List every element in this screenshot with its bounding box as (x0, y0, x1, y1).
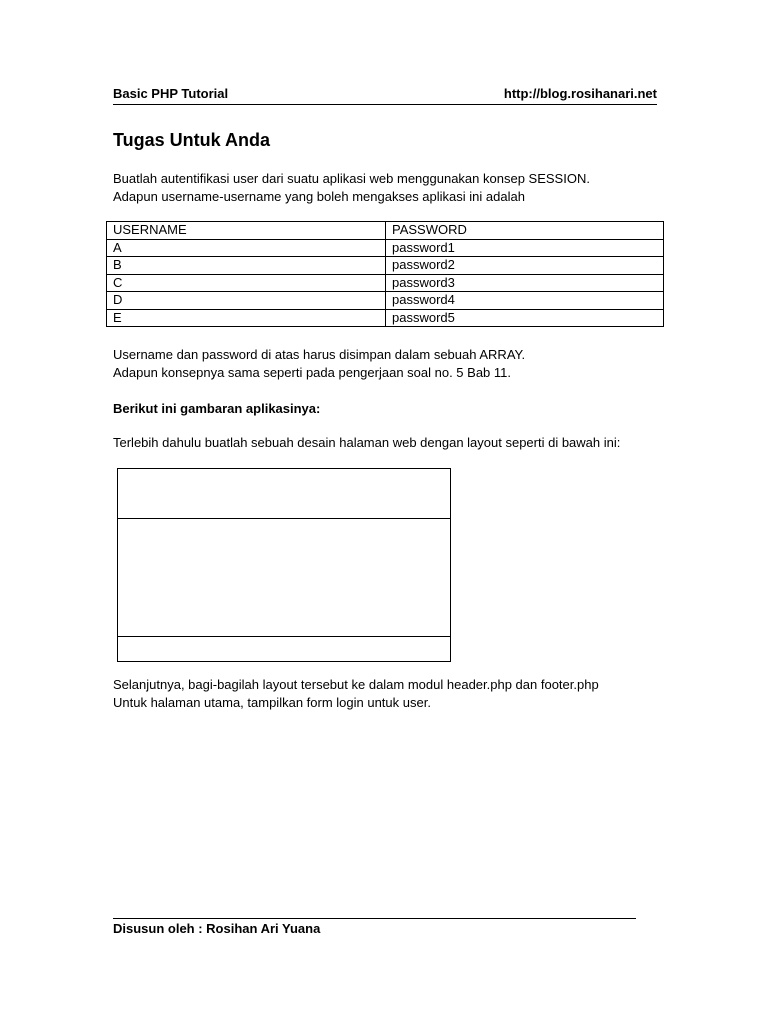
closing-paragraph (113, 676, 657, 711)
footer-divider (113, 918, 636, 919)
subheading: Berikut ini gambaran aplikasinya: (113, 401, 321, 416)
page-header (113, 86, 657, 105)
header-url: http://blog.rosihanari.net (503, 86, 657, 101)
username-cell: C (107, 274, 386, 292)
column-header-password: PASSWORD (386, 222, 664, 240)
password-cell: password3 (386, 274, 664, 292)
note-line-1: Username dan password di atas harus disimpan dalam sebuah ARRAY. (113, 347, 526, 362)
intro-line-1: Buatlah autentifikasi user dari suatu aplikasi web menggunakan konsep SESSION. (113, 171, 590, 186)
username-cell: D (107, 292, 386, 310)
username-cell: A (107, 239, 386, 257)
username-cell: B (107, 257, 386, 275)
section-title: Tugas Untuk Anda (113, 130, 270, 150)
table-row (107, 239, 664, 257)
intro-line-2: Adapun username-username yang boleh mengakses aplikasi ini adalah (113, 188, 525, 204)
password-cell: password1 (386, 239, 664, 257)
table-row (107, 274, 664, 292)
table-header-row (107, 222, 664, 240)
author-credit: Disusun oleh : Rosihan Ari Yuana (113, 921, 321, 936)
username-cell: E (107, 309, 386, 327)
layout-header-section (118, 469, 450, 519)
layout-diagram (117, 468, 451, 662)
table-row (107, 292, 664, 310)
note-line-2: Adapun konsepnya sama seperti pada pengerjaan soal no. 5 Bab 11. (113, 364, 511, 380)
table-row (107, 257, 664, 275)
password-cell: password4 (386, 292, 664, 310)
note-paragraph (113, 346, 657, 381)
closing-line-2: Untuk halaman utama, tampilkan form login untuk user. (113, 694, 431, 710)
password-cell: password5 (386, 309, 664, 327)
instruction-paragraph: Terlebih dahulu buatlah sebuah desain halaman web dengan layout seperti di bawah ini: (113, 435, 621, 450)
closing-line-1: Selanjutnya, bagi-bagilah layout tersebut ke dalam modul header.php dan footer.php (113, 677, 599, 692)
layout-footer-section (118, 636, 450, 661)
header-title: Basic PHP Tutorial (113, 86, 229, 101)
table-row (107, 309, 664, 327)
credentials-table (106, 221, 664, 327)
column-header-username: USERNAME (107, 222, 386, 240)
password-cell: password2 (386, 257, 664, 275)
intro-paragraph (113, 170, 657, 205)
